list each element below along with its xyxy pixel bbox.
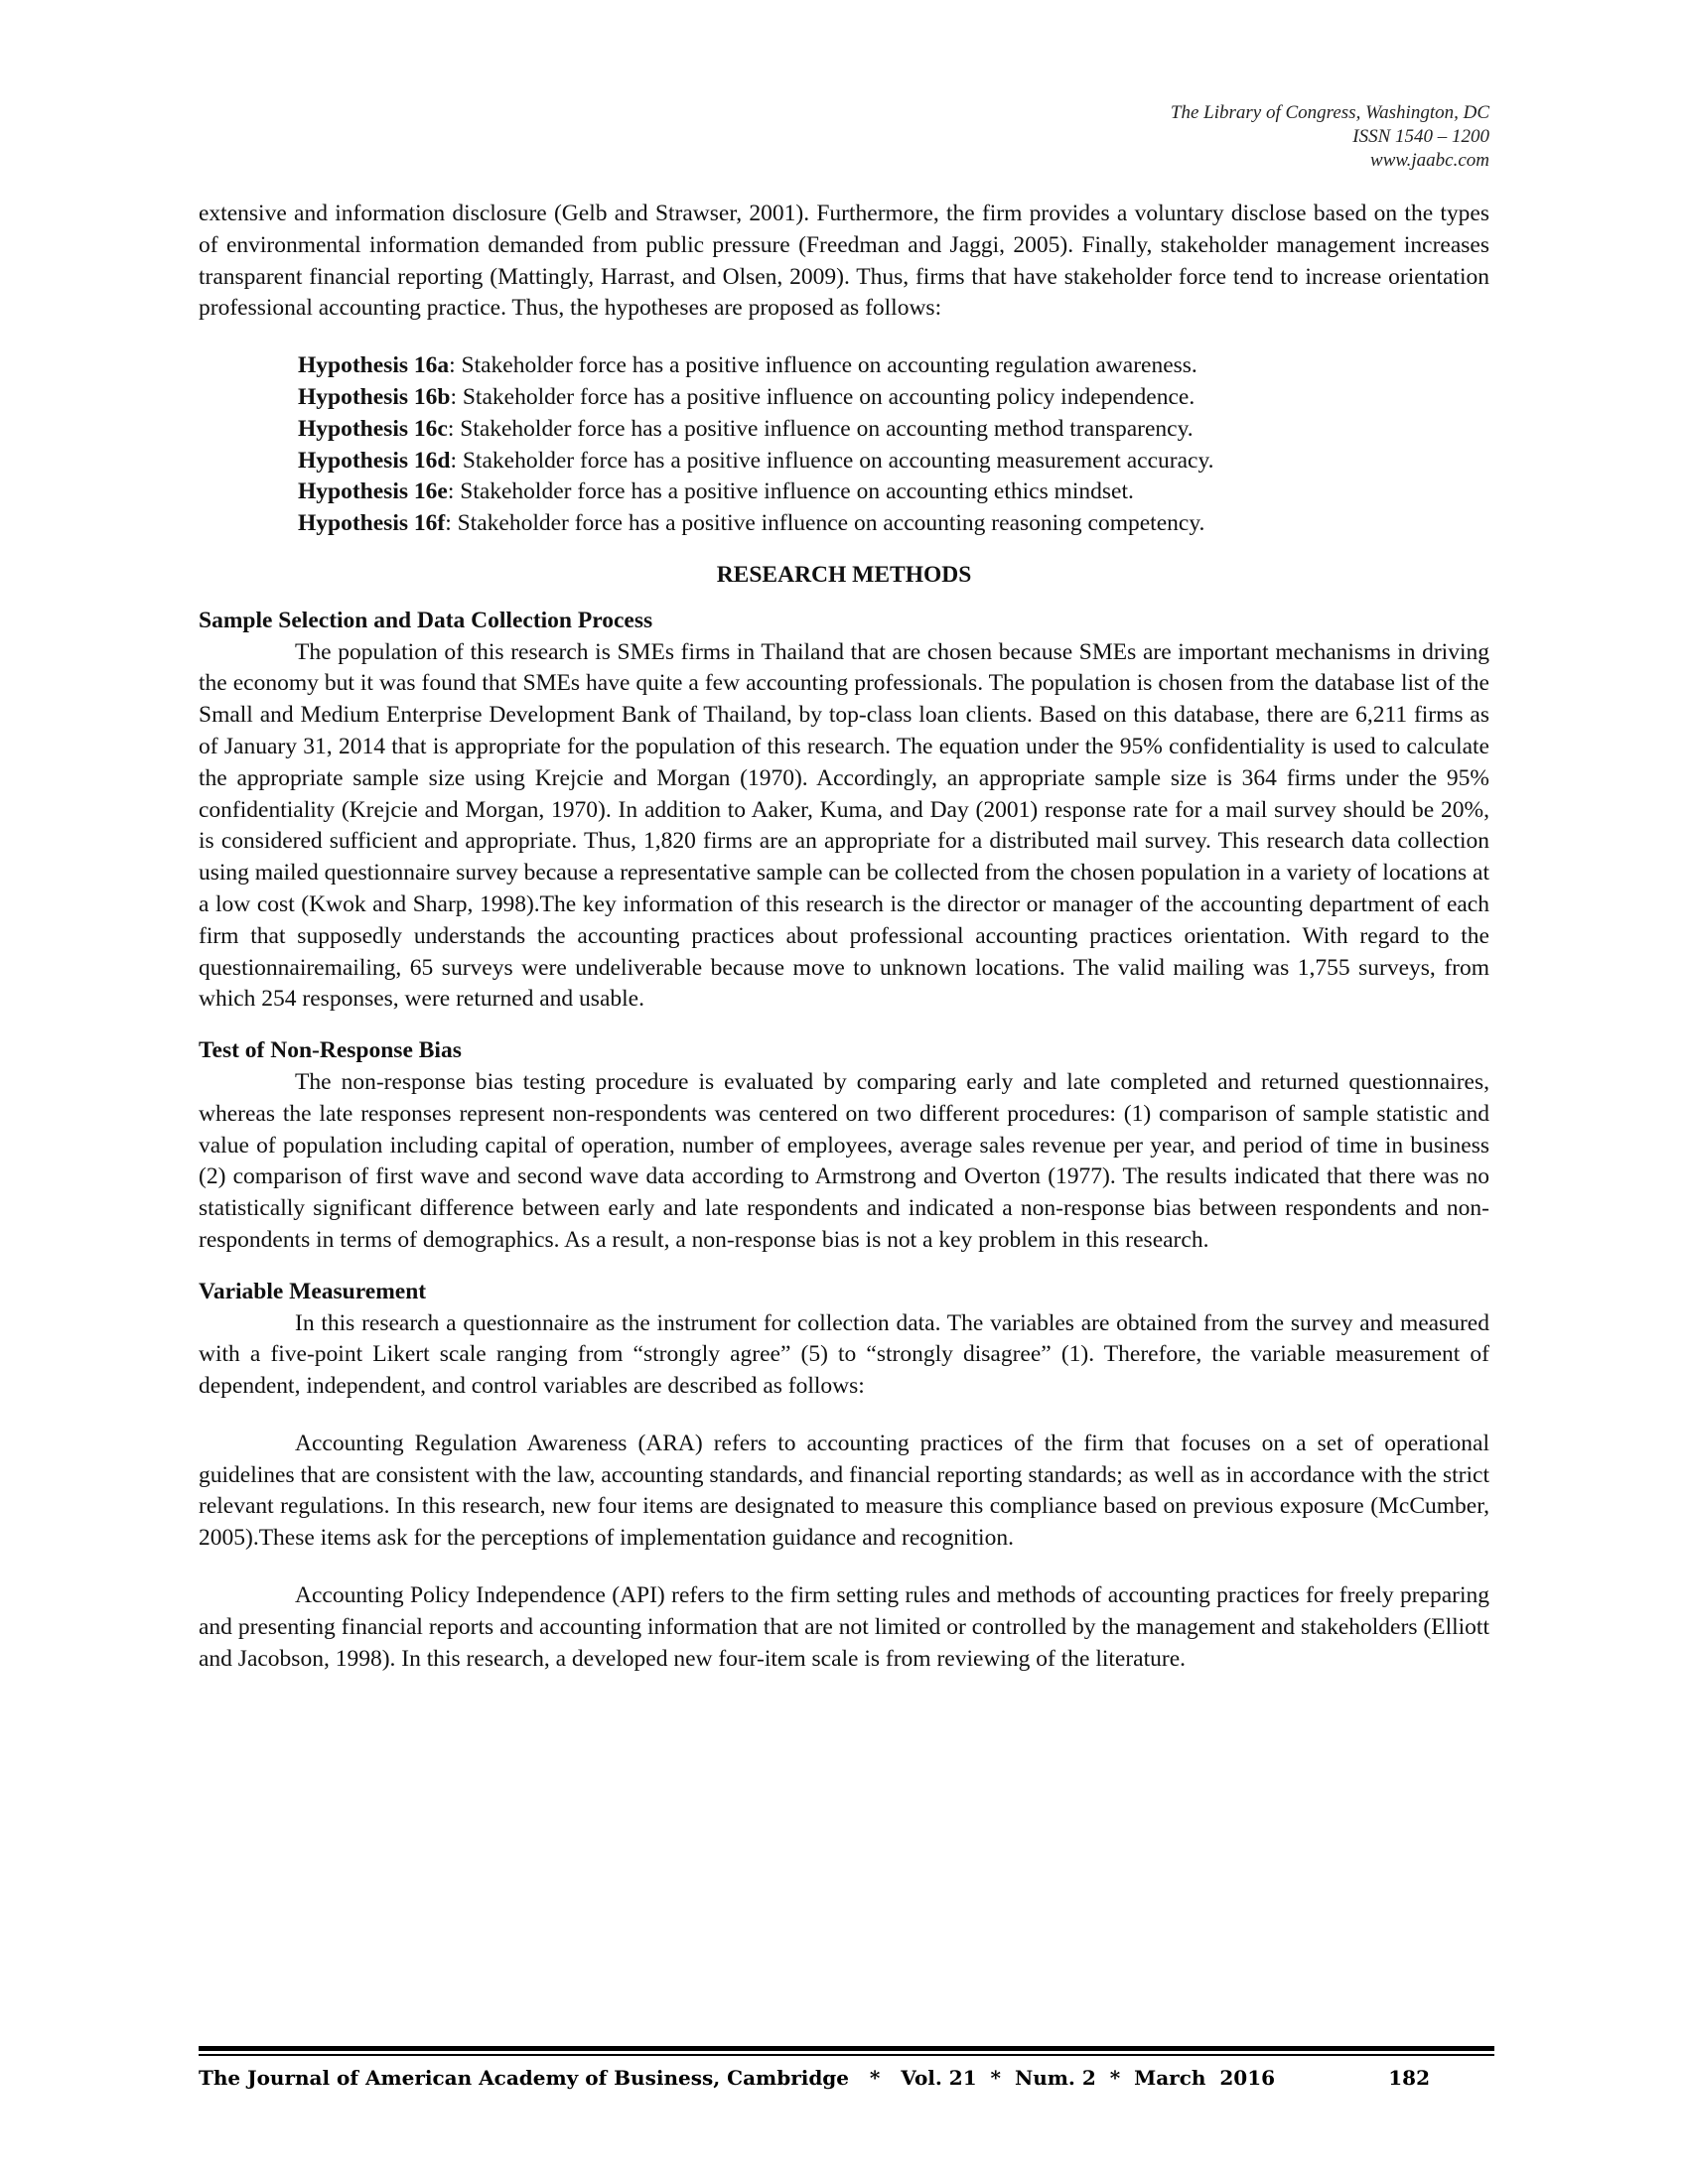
intro-paragraph: extensive and information disclosure (Gelb and Strawser, 2001). Furthermore, the firm provides a voluntary disclose based on the types of environmental information demanded from public pressure (Freedman and Jaggi, 2005). Finally, stakeholder management increases transparent financial reporting (Mattingly, Harrast, and Olsen, 2009). Thus, firms that have stakeholder force tend to increase orientation professional accounting practice. Thus, the hypotheses are proposed as follows: — [199, 201, 1489, 322]
hypothesis-label: Hypothesis 16a — [298, 352, 450, 379]
section-title: RESEARCH METHODS — [716, 561, 972, 588]
header-issn: ISSN 1540 – 1200 — [1352, 126, 1489, 147]
non-response-heading: Test of Non-Response Bias — [199, 1037, 462, 1064]
hypothesis-label: Hypothesis 16d — [298, 447, 451, 474]
non-response-paragraph: The non-response bias testing procedure is evaluated by comparing early and late completed and returned questionnaires, whereas the late responses represent non-respondents was centered on two different procedures: (1) comparison of sample statistic and value of population including capital of operation, number of employees, average sales revenue per year, and period of time in business (2) comparison of first wave and second wave data according to Armstrong and Overton (1977). The results indicated that there was no statistically significant difference between early and late respondents and indicated a non-response bias between respondents and non-respondents in terms of demographics. As a result, a non-response bias is not a key problem in this research. — [199, 1068, 1489, 1253]
header-website: www.jaabc.com — [1370, 150, 1489, 171]
hypothesis-text: : Stakeholder force has a positive influence on accounting ethics mindset. — [447, 478, 1134, 505]
hypothesis-text: : Stakeholder force has a positive influence on accounting measurement accuracy. — [450, 447, 1214, 474]
footer-journal-info: The Journal of American Academy of Business, Cambridge * Vol. 21 * Num. 2 * March 2016 — [199, 2066, 1276, 2090]
hypothesis-label: Hypothesis 16e — [298, 478, 448, 505]
hypothesis-16c — [298, 414, 1489, 446]
header-library: The Library of Congress, Washington, DC — [1170, 102, 1489, 123]
hypothesis-text: : Stakeholder force has a positive influence on accounting reasoning competency. — [445, 510, 1205, 537]
footer-rule-thick — [199, 2046, 1494, 2051]
running-footer — [199, 2063, 1494, 2093]
hypothesis-label: Hypothesis 16f — [298, 510, 446, 537]
ara-paragraph: Accounting Regulation Awareness (ARA) refers to accounting practices of the firm that focuses on a set of operational guidelines that are consistent with the law, accounting standards, and financial reporting standards; as well as in accordance with the strict relevant regulations. In this research, new four items are designated to measure this compliance based on previous exposure (McCumber, 2005).These items ask for the perceptions of implementation guidance and recognition. — [199, 1430, 1489, 1552]
sample-selection-paragraph: The population of this research is SMEs firms in Thailand that are chosen because SMEs are important mechanisms in driving the economy but it was found that SMEs have quite a few accounting professionals. The population is chosen from the database list of the Small and Medium Enterprise Development Bank of Thailand, by top-class loan clients. Based on this database, there are 6,211 firms as of January 31, 2014 that is appropriate for the population of this research. The equation under the 95% confidentiality is used to calculate the appropriate sample size using Krejcie and Morgan (1970). Accordingly, an appropriate sample size is 364 firms under the 95% confidentiality (Krejcie and Morgan, 1970). In addition to Aaker, Kuma, and Day (2001) response rate for a mail survey should be 20%, is considered sufficient and appropriate. Thus, 1,820 firms are an appropriate for a distributed mail survey. This research data collection using mailed questionnaire survey because a representative sample can be collected from the chosen population in a variety of locations at a low cost (Kwok and Sharp, 1998).The key information of this research is the director or manager of the accounting department of each firm that supposedly understands the accounting practices about professional accounting practices orientation. With regard to the questionnairemailing, 65 surveys were undeliverable because move to unknown locations. The valid mailing was 1,755 surveys, from which 254 responses, were returned and usable. — [199, 638, 1489, 1013]
hypotheses-list — [298, 350, 1489, 540]
sample-selection-heading: Sample Selection and Data Collection Process — [199, 607, 653, 633]
page-number: 182 — [1388, 2066, 1430, 2090]
variable-measurement-paragraph: In this research a questionnaire as the instrument for collection data. The variables are obtained from the survey and measured with a five-point Likert scale ranging from “strongly agree” (5) to “strongly disagree” (1). Therefore, the variable measurement of dependent, independent, and control variables are described as follows: — [199, 1309, 1489, 1400]
running-header — [1171, 101, 1489, 173]
body-text — [199, 199, 1489, 1675]
hypothesis-16d — [298, 446, 1489, 478]
hypothesis-text: : Stakeholder force has a positive influence on accounting policy independence. — [450, 383, 1196, 410]
hypothesis-16a — [298, 350, 1489, 382]
variable-measurement-heading: Variable Measurement — [199, 1278, 427, 1304]
hypothesis-label: Hypothesis 16b — [298, 383, 451, 410]
hypothesis-16b — [298, 382, 1489, 414]
hypothesis-16f — [298, 508, 1489, 540]
api-paragraph: Accounting Policy Independence (API) refers to the firm setting rules and methods of accounting practices for freely preparing and presenting financial reports and accounting information that are not limited or controlled by the management and stakeholders (Elliott and Jacobson, 1998). In this research, a developed new four-item scale is from reviewing of the literature. — [199, 1582, 1489, 1672]
footer-rule-thin — [199, 2054, 1494, 2056]
hypothesis-text: : Stakeholder force has a positive influence on accounting method transparency. — [447, 415, 1194, 442]
hypothesis-label: Hypothesis 16c — [298, 415, 448, 442]
hypothesis-16e — [298, 477, 1489, 508]
hypothesis-text: : Stakeholder force has a positive influence on accounting regulation awareness. — [449, 352, 1197, 379]
